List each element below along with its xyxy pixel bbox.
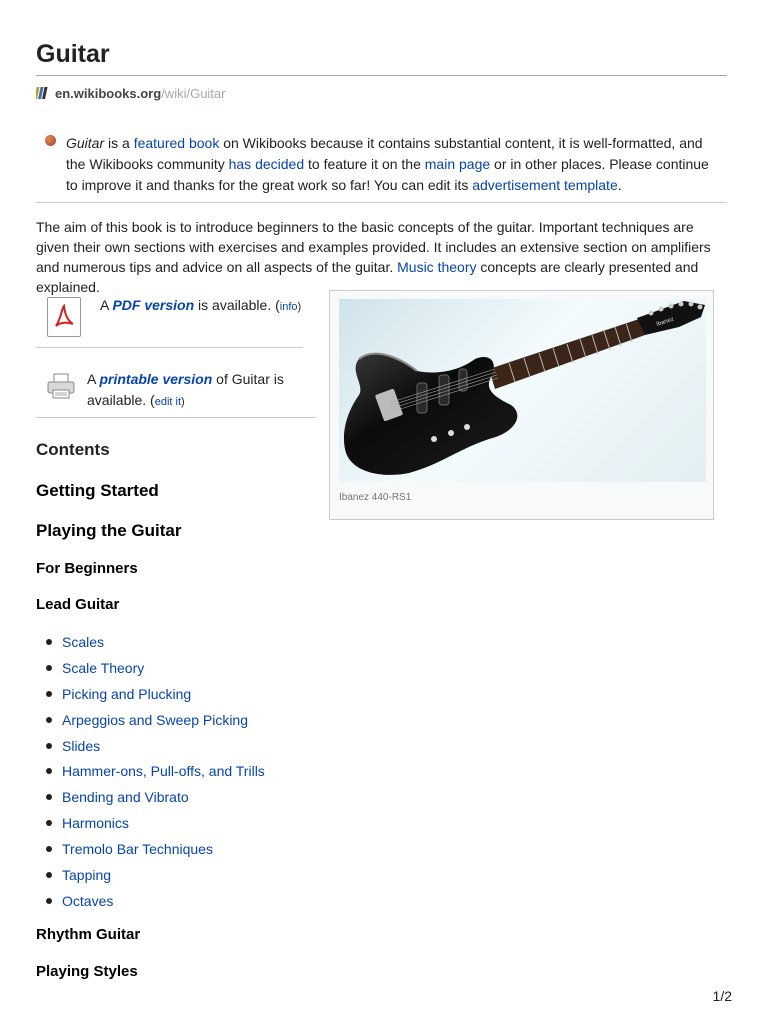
has-decided-link[interactable]: has decided <box>228 156 305 172</box>
edit-it-link[interactable]: edit it <box>154 396 181 408</box>
list-item <box>36 710 265 736</box>
guitar-photo[interactable] <box>339 299 706 482</box>
playing-styles-heading: Playing Styles <box>36 963 138 980</box>
harmonics-link[interactable]: Harmonics <box>62 815 129 832</box>
guitar-image <box>339 299 706 482</box>
advertisement-template-link[interactable]: advertisement template <box>472 177 618 193</box>
featured-text: . <box>617 177 622 193</box>
pdf-text-part: is available. ( <box>194 297 280 313</box>
wikibooks-logo-icon <box>36 85 52 101</box>
pdf-acrobat-icon <box>52 304 76 330</box>
bending-and-vibrato-link[interactable]: Bending and Vibrato <box>62 789 189 806</box>
list-item <box>36 839 265 865</box>
intro-paragraph <box>36 217 726 297</box>
printable-text <box>87 369 312 413</box>
scales-link[interactable]: Scales <box>62 634 105 650</box>
tapping-link[interactable]: Tapping <box>62 867 112 884</box>
guitar-figure <box>329 290 714 520</box>
pdf-icon[interactable] <box>47 297 81 337</box>
print-text-part: of Guitar is available. ( <box>87 371 284 408</box>
rhythm-guitar-heading: Rhythm Guitar <box>36 926 141 943</box>
slides-link[interactable]: Slides <box>62 737 101 754</box>
featured-notice <box>66 133 716 196</box>
featured-book-link[interactable]: featured book <box>133 135 220 151</box>
tremolo-bar-link[interactable]: Tremolo Bar Techniques <box>62 841 213 858</box>
intro-text: concepts are clearly presented and explained. <box>36 259 699 295</box>
list-item <box>36 736 265 762</box>
intro-text: The aim of this book is to introduce beginners to the basic concepts of the guitar. Important techniques are given their own sections with exercises and examples provided. It includes an extensive section on amplifiers and numerous tips and advice on all aspects of the guitar. <box>36 219 711 275</box>
list-item <box>36 761 265 787</box>
lead-guitar-list <box>36 632 265 917</box>
page-number: 1/2 <box>712 988 732 1004</box>
list-item <box>36 658 265 684</box>
printable-version-link[interactable]: printable version <box>99 371 213 387</box>
printable-version-box <box>36 360 316 418</box>
featured-book-name: Guitar <box>66 135 105 151</box>
list-item <box>36 787 265 813</box>
arpeggios-link[interactable]: Arpeggios and Sweep Picking <box>62 711 249 728</box>
source-line <box>36 85 225 101</box>
list-item <box>36 684 265 710</box>
featured-text: is a <box>104 135 134 151</box>
source-path[interactable]: /wiki/Guitar <box>161 85 226 101</box>
for-beginners-heading: For Beginners <box>36 560 138 577</box>
lead-guitar-heading: Lead Guitar <box>36 596 120 613</box>
page-title: Guitar <box>36 40 110 68</box>
main-page-link[interactable]: main page <box>424 156 491 172</box>
title-divider <box>36 75 727 76</box>
list-item <box>36 865 265 891</box>
featured-text: on Wikibooks because it contains substantial content, it is well-formatted, and the Wikibooks community <box>66 135 703 172</box>
getting-started-heading: Getting Started <box>36 481 159 500</box>
featured-star-icon <box>45 135 56 146</box>
contents-heading: Contents <box>36 440 110 459</box>
pdf-version-box <box>36 287 303 348</box>
list-item <box>36 813 265 839</box>
pdf-text <box>100 295 301 317</box>
hammer-ons-link[interactable]: Hammer-ons, Pull-offs, and Trills <box>62 763 265 780</box>
pdf-text-part: A <box>100 297 113 313</box>
headstock-brand-text: Ibanez <box>655 316 675 328</box>
print-text-part: A <box>87 371 100 387</box>
featured-divider <box>36 202 727 203</box>
pdf-version-link[interactable]: PDF version <box>112 297 195 313</box>
list-item <box>36 632 265 658</box>
scale-theory-link[interactable]: Scale Theory <box>62 659 145 676</box>
list-item <box>36 891 265 917</box>
pdf-info-link[interactable]: info <box>279 301 298 313</box>
octaves-link[interactable]: Octaves <box>62 892 114 909</box>
picking-and-plucking-link[interactable]: Picking and Plucking <box>62 685 192 702</box>
featured-text: to feature it on the <box>304 156 425 172</box>
print-text-part: ) <box>181 396 185 408</box>
printer-icon[interactable] <box>46 372 76 400</box>
pdf-text-part: ) <box>297 301 302 313</box>
source-domain[interactable]: en.wikibooks.org <box>55 85 162 101</box>
playing-the-guitar-heading: Playing the Guitar <box>36 521 182 540</box>
figure-caption: Ibanez 440-RS1 <box>339 492 412 503</box>
featured-text: or in other places. Please continue to improve it and thanks for the great work so far! You can edit its <box>66 156 709 193</box>
music-theory-link[interactable]: Music theory <box>397 259 477 275</box>
